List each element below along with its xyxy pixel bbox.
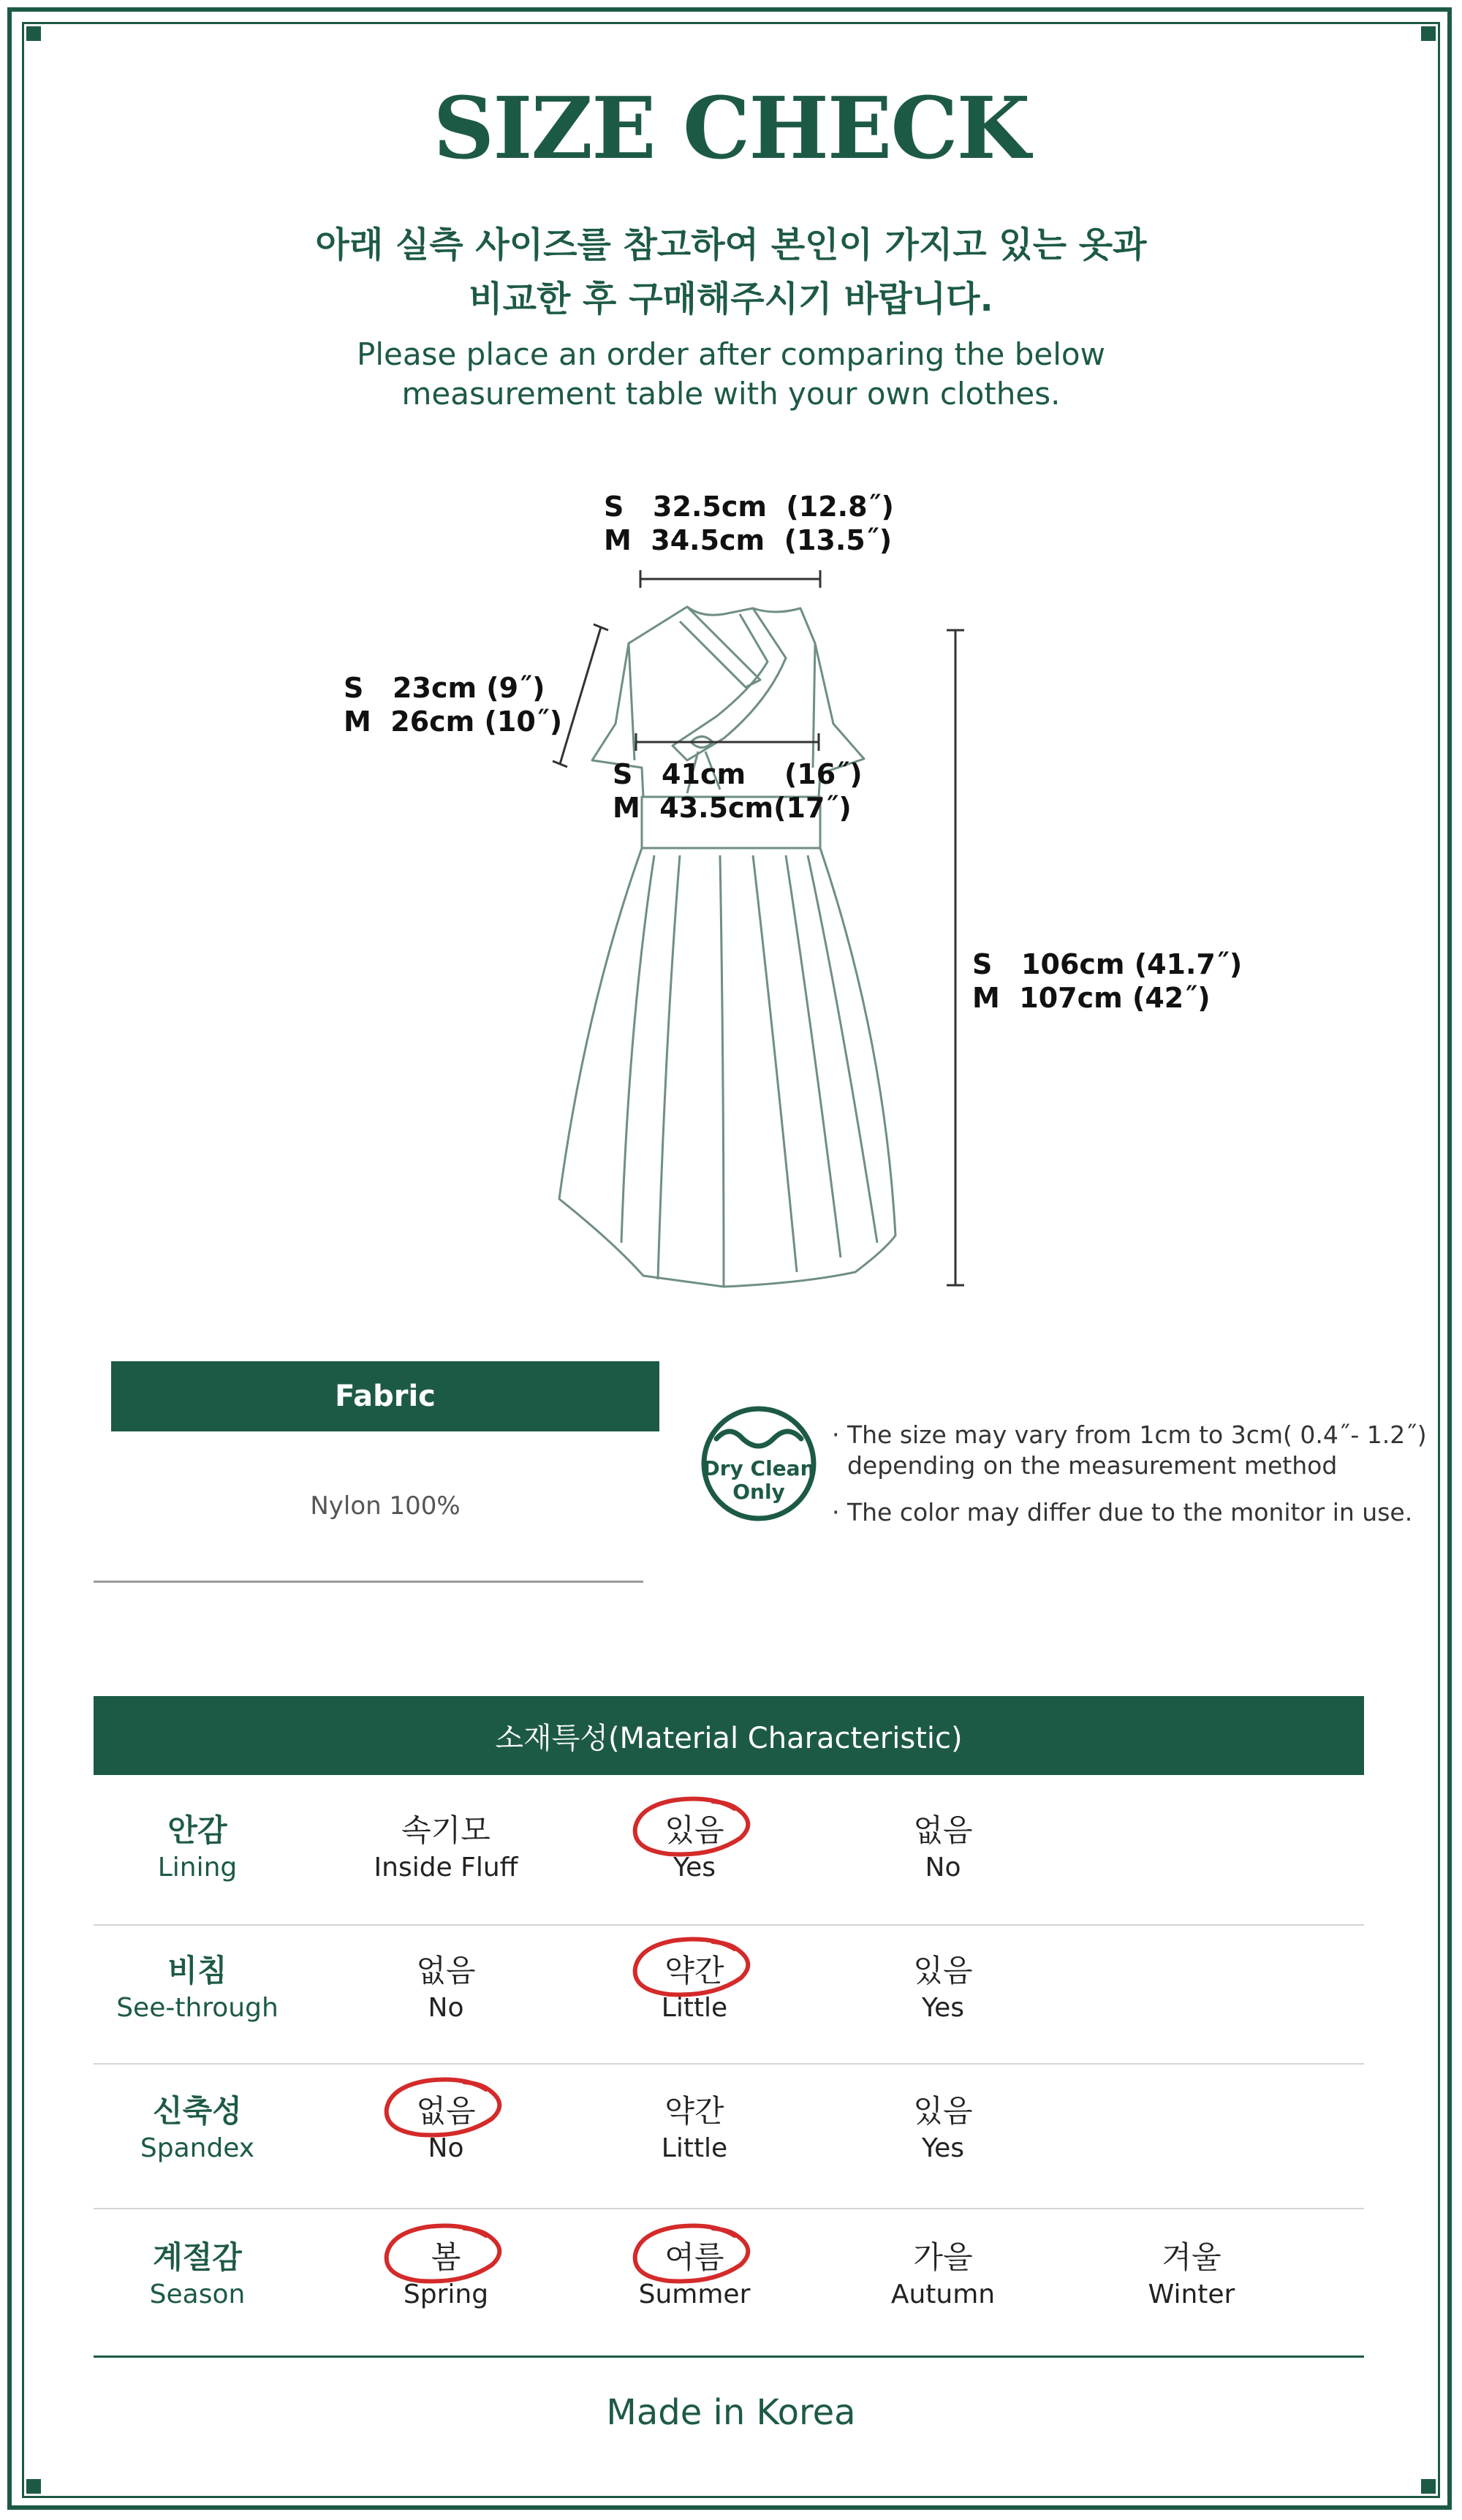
shoulder-measurement-small: S 32.5cm (12.8˝) bbox=[604, 491, 894, 523]
option-english: No bbox=[925, 1853, 961, 1883]
note-size-variation-line1: · The size may vary from 1cm to 3cm( 0.4˝- 1.2˝) bbox=[832, 1420, 1427, 1449]
option-korean: 약간 bbox=[664, 2093, 724, 2129]
option-korean: 있음 bbox=[664, 1812, 724, 1848]
option-english: Little bbox=[661, 1993, 728, 2023]
material-option bbox=[826, 2239, 1060, 2313]
material-option bbox=[826, 1812, 1060, 1886]
material-option bbox=[329, 2092, 563, 2167]
option-korean: 있음 bbox=[913, 2093, 973, 2129]
option-korean: 겨울 bbox=[1162, 2239, 1222, 2275]
table-row-divider bbox=[94, 2063, 1364, 2065]
row-label-korean: 비침 bbox=[167, 1953, 227, 1989]
option-english: Yes bbox=[921, 2133, 965, 2163]
material-option bbox=[577, 2239, 811, 2313]
option-english: Inside Fluff bbox=[374, 1853, 518, 1883]
sleeve-measurement-small: S 23cm (9˝) bbox=[344, 672, 545, 704]
intro-korean-line2: 비교한 후 구매해주시기 바랍니다. bbox=[469, 279, 993, 319]
option-korean: 가을 bbox=[913, 2239, 973, 2275]
material-row-label bbox=[80, 1812, 314, 1886]
option-english: No bbox=[428, 1993, 464, 2023]
option-korean: 없음 bbox=[416, 1953, 476, 1989]
sleeve-measurement-medium: M 26cm (10˝) bbox=[344, 705, 563, 738]
dry-clean-badge bbox=[700, 1405, 817, 1522]
material-option bbox=[1075, 2239, 1308, 2313]
option-english: Summer bbox=[638, 2279, 751, 2309]
chest-measurement-medium: M 43.5cm(17˝) bbox=[613, 792, 852, 824]
shoulder-measurement-medium: M 34.5cm (13.5˝) bbox=[604, 524, 893, 556]
fabric-header: Fabric bbox=[111, 1361, 659, 1431]
dry-clean-text-line1: Dry Clean bbox=[702, 1456, 815, 1480]
table-row-divider bbox=[94, 1924, 1364, 1926]
row-label-korean: 안감 bbox=[167, 1812, 227, 1848]
table-row-divider bbox=[94, 2208, 1364, 2209]
option-english: Spring bbox=[403, 2279, 489, 2309]
material-row-label bbox=[80, 2092, 314, 2167]
option-korean: 봄 bbox=[431, 2239, 461, 2275]
material-option bbox=[329, 2239, 563, 2313]
material-table-header: 소재특성(Material Characteristic) bbox=[94, 1696, 1364, 1775]
chest-measurement-small: S 41cm (16˝) bbox=[613, 758, 863, 790]
material-option bbox=[329, 1812, 563, 1886]
length-measurement-medium: M 107cm (42˝) bbox=[972, 982, 1211, 1014]
material-option bbox=[329, 1952, 563, 2027]
note-color-difference: · The color may differ due to the monitor in use. bbox=[832, 1498, 1413, 1526]
row-label-english: Lining bbox=[157, 1853, 238, 1883]
row-label-english: See-through bbox=[116, 1993, 279, 2023]
row-label-english: Spandex bbox=[140, 2133, 255, 2163]
option-korean: 약간 bbox=[664, 1953, 724, 1989]
length-measurement-small: S 106cm (41.7˝) bbox=[972, 948, 1243, 980]
corner-square bbox=[1421, 2479, 1436, 2494]
option-korean: 속기모 bbox=[401, 1812, 491, 1848]
care-notes bbox=[832, 1420, 1431, 1528]
material-option bbox=[826, 2092, 1060, 2167]
material-option bbox=[577, 1812, 811, 1886]
option-korean: 없음 bbox=[416, 2093, 476, 2129]
intro-english-line1: Please place an order after comparing the below bbox=[357, 336, 1105, 372]
option-english: Autumn bbox=[890, 2279, 996, 2309]
option-english: Little bbox=[661, 2133, 728, 2163]
note-size-variation-line2: depending on the measurement method bbox=[832, 1451, 1338, 1480]
intro-korean-line1: 아래 실측 사이즈를 참고하여 본인이 가지고 있는 옷과 bbox=[315, 224, 1147, 265]
option-korean: 있음 bbox=[913, 1953, 973, 1989]
material-row-label bbox=[80, 2239, 314, 2313]
intro-english-line2: measurement table with your own clothes. bbox=[401, 376, 1061, 412]
row-label-korean: 신축성 bbox=[153, 2093, 242, 2129]
row-label-korean: 계절감 bbox=[153, 2239, 242, 2275]
option-english: Winter bbox=[1148, 2279, 1235, 2309]
dry-clean-text-line2: Only bbox=[732, 1480, 785, 1504]
fabric-value: Nylon 100% bbox=[310, 1491, 461, 1521]
fabric-divider bbox=[94, 1581, 643, 1583]
page-title: SIZE CHECK bbox=[433, 79, 1029, 178]
corner-square bbox=[26, 2479, 41, 2494]
made-in-label: Made in Korea bbox=[606, 2392, 856, 2433]
option-english: Yes bbox=[921, 1993, 965, 2023]
material-option bbox=[577, 2092, 811, 2167]
material-option bbox=[826, 1952, 1060, 2027]
option-english: Yes bbox=[673, 1853, 716, 1883]
material-option bbox=[577, 1952, 811, 2027]
row-label-english: Season bbox=[149, 2279, 246, 2309]
option-english: No bbox=[428, 2133, 464, 2163]
material-row-label bbox=[80, 1952, 314, 2027]
table-row-divider bbox=[94, 2356, 1364, 2358]
option-korean: 없음 bbox=[913, 1812, 973, 1848]
option-korean: 여름 bbox=[664, 2239, 724, 2275]
